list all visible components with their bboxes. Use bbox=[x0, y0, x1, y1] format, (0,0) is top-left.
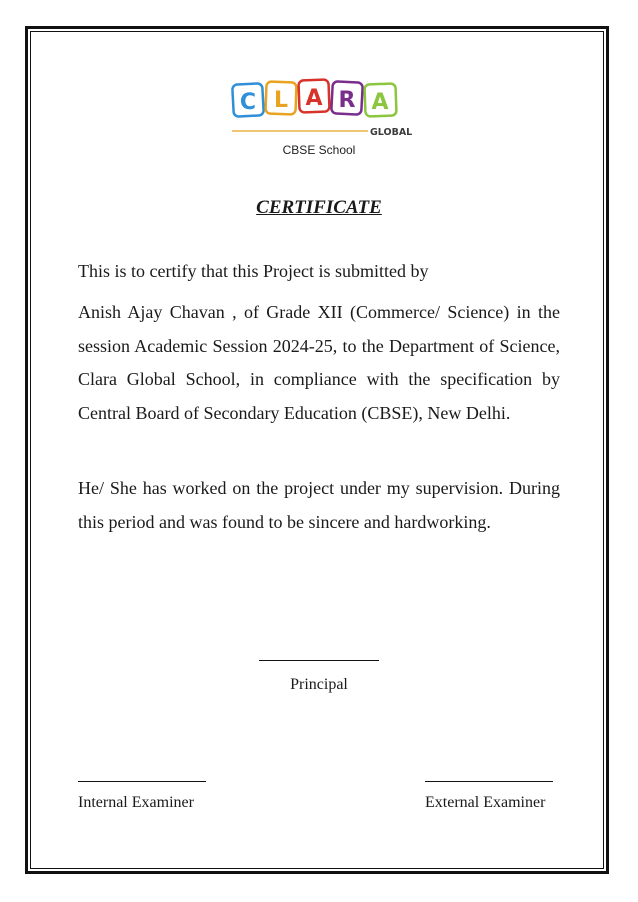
logo-letter-a1 bbox=[298, 79, 329, 112]
external-examiner-signature-line bbox=[425, 781, 553, 782]
svg-text:A: A bbox=[371, 90, 389, 115]
certificate-supervision-text: He/ She has worked on the project under my supervision. During this period and was found to be sincere and hardworking. bbox=[78, 478, 560, 532]
logo-letter-a2 bbox=[364, 83, 396, 116]
internal-examiner-signature-line bbox=[78, 781, 206, 782]
certificate-title: CERTIFICATE bbox=[256, 197, 382, 218]
school-type: CBSE School bbox=[282, 143, 356, 157]
internal-examiner-label: Internal Examiner bbox=[78, 794, 194, 811]
certificate-intro: This is to certify that this Project is submitted by bbox=[78, 261, 429, 281]
external-examiner-label: External Examiner bbox=[425, 794, 546, 811]
logo-tagline: GLOBAL bbox=[370, 127, 413, 138]
certificate-main-text: Anish Ajay Chavan , of Grade XII (Commerce/ Science) in the session Academic Session 2024-25, to the Department of Science, Clara Global School, in compliance with the specification by Central Board of Secondary Education (CBSE), New Delhi. bbox=[78, 302, 560, 423]
svg-text:R: R bbox=[338, 88, 356, 113]
clara-global-logo bbox=[226, 74, 416, 144]
logo-letter-l bbox=[265, 81, 296, 114]
principal-label: Principal bbox=[290, 676, 348, 693]
svg-text:C: C bbox=[239, 90, 257, 115]
svg-text:A: A bbox=[305, 86, 323, 111]
svg-text:L: L bbox=[273, 88, 289, 113]
principal-signature-line bbox=[259, 660, 379, 661]
logo-letter-c bbox=[232, 83, 264, 117]
logo-letter-r bbox=[331, 81, 363, 115]
